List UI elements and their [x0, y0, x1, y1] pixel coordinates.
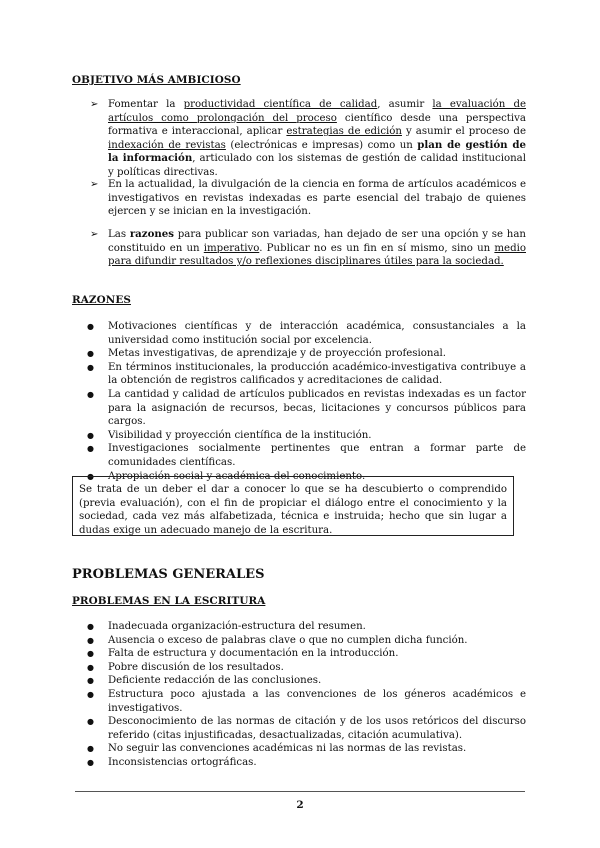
list-item	[87, 320, 526, 347]
list-item-text: La cantidad y calidad de artículos publicados en revistas indexadas es un factor para la asignación de recursos, becas, licitaciones y concursos públicos para cargos.	[108, 388, 526, 428]
list-item-text: Deficiente redacción de las conclusiones.	[108, 675, 322, 687]
list-item-text: Visibilidad y proyección científica de la institución.	[108, 429, 372, 441]
list-item-text: No seguir las convenciones académicas ni las normas de las revistas.	[108, 743, 467, 755]
highlight-box: Se trata de un deber el dar a conocer lo que se ha descubierto o comprendido (previa evaluación), con el fin de propiciar el diálogo entre el conocimiento y la sociedad, cada vez más alfabetizada, técnica e instruida; hecho que sin lugar a dudas exige un adecuado manejo de la escritura.	[72, 476, 514, 536]
list-item	[87, 442, 526, 469]
arrow-bullet-icon: ➢	[90, 179, 99, 190]
list-item-text: Desconocimiento de las normas de citación y de los usos retóricos del discurso referido (citas injustificadas, desactualizadas, citación acumulativa).	[108, 716, 526, 741]
list-item-text: Inadecuada organización-estructura del resumen.	[108, 621, 366, 632]
bullet-dot-icon: ●	[87, 444, 94, 454]
bullet-dot-icon: ●	[87, 471, 94, 481]
list-item	[87, 429, 526, 443]
arrow-bullet-icon: ➢	[90, 229, 99, 240]
bullet-dot-icon: ●	[87, 662, 94, 672]
bullet-dot-icon: ●	[87, 635, 94, 645]
bullet-dot-icon: ●	[87, 744, 94, 754]
list-item	[87, 620, 526, 634]
objective-paragraph-1: Fomentar la productividad científica de calidad, asumir la evaluación de artículos como prolongación del proceso científico desde una perspectiva formativa e interaccional, aplicar estrategias de edición y asumir el proceso de indexación de revistas (electrónicas e impresas) como un plan de gestión de la información, articulado con los sistemas de gestión de calidad institucional y políticas directivas.	[108, 99, 526, 178]
list-item-text: En términos institucionales, la producción académico-investigativa contribuye a la obtención de registros calificados y acreditaciones de calidad.	[108, 361, 526, 387]
problemas-list	[87, 620, 526, 770]
list-item-text: Estructura poco ajustada a las convenciones de los géneros académicos e investigativos.	[108, 688, 526, 714]
section-heading-razones: RAZONES	[72, 294, 131, 306]
list-item-text: Investigaciones socialmente pertinentes que entran a formar parte de comunidades científicas.	[108, 443, 526, 468]
list-item	[87, 347, 526, 361]
razones-list	[87, 320, 526, 483]
bullet-dot-icon: ●	[87, 689, 94, 699]
list-item-text: Apropiación social y académica del conocimiento.	[108, 470, 366, 482]
bullet-dot-icon: ●	[87, 322, 94, 331]
list-item-text: Falta de estructura y documentación en la introducción.	[108, 648, 399, 660]
list-item-text: Inconsistencias ortográficas.	[108, 756, 257, 768]
list-item	[87, 647, 526, 661]
list-item	[87, 715, 526, 742]
section-heading-objetivo: OBJETIVO MÁS AMBICIOSO	[72, 74, 241, 86]
bullet-dot-icon: ●	[87, 757, 94, 767]
list-item-text: Pobre discusión de los resultados.	[108, 661, 284, 673]
page-number: 2	[296, 799, 304, 811]
arrow-bullet-icon: ➢	[90, 99, 99, 110]
bullet-dot-icon: ●	[87, 430, 94, 440]
section-title-problemas: PROBLEMAS GENERALES	[72, 567, 265, 582]
bullet-dot-icon: ●	[87, 717, 94, 727]
list-item	[87, 674, 526, 688]
footer-divider	[75, 791, 525, 792]
bullet-dot-icon: ●	[87, 362, 94, 372]
bullet-dot-icon: ●	[87, 649, 94, 659]
list-item-text: Ausencia o exceso de palabras clave o que no cumplen dicha función.	[108, 634, 468, 646]
list-item	[87, 688, 526, 715]
list-item	[87, 756, 526, 770]
bullet-dot-icon: ●	[87, 389, 94, 399]
list-item	[87, 742, 526, 756]
list-item	[87, 634, 526, 648]
objective-paragraph-3: Las razones para publicar son variadas, han dejado de ser una opción y se han constituido en un imperativo. Publicar no es un fin en sí mismo, sino un medio para difundir resultados y/o reflexiones disciplinares útiles para la sociedad.	[108, 228, 526, 268]
list-item-text: Motivaciones científicas y de interacción académica, consustanciales a la universidad como institución social por excelencia.	[108, 321, 526, 346]
section-heading-escritura: PROBLEMAS EN LA ESCRITURA	[72, 595, 266, 607]
list-item-text: Metas investigativas, de aprendizaje y de proyección profesional.	[108, 348, 447, 360]
bullet-dot-icon: ●	[87, 622, 94, 631]
objective-paragraph-2: En la actualidad, la divulgación de la ciencia en forma de artículos académicos e investigativos en revistas indexadas es parte esencial del trabajo de quienes ejercen y se inician en la investigación.	[108, 179, 526, 218]
list-item	[87, 388, 526, 429]
bullet-dot-icon: ●	[87, 349, 94, 359]
list-item	[87, 661, 526, 675]
list-item	[87, 361, 526, 388]
bullet-dot-icon: ●	[87, 676, 94, 686]
